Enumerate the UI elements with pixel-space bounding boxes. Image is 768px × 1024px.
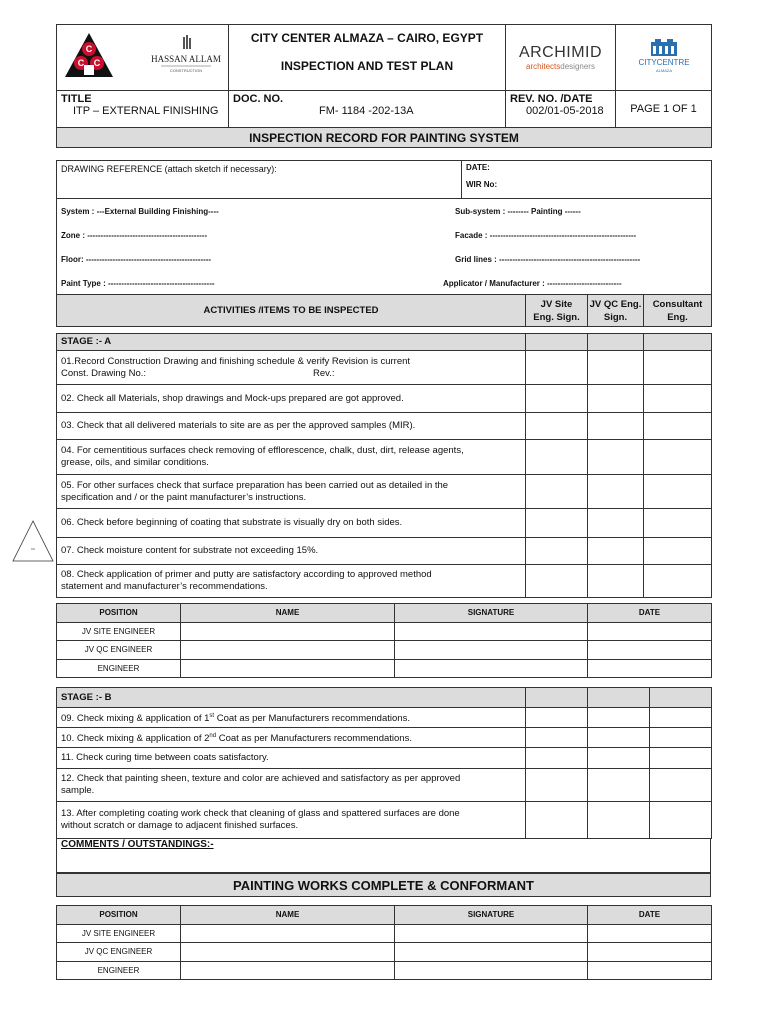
sign-cell[interactable] — [588, 769, 650, 802]
comments-field[interactable]: COMMENTS / OUTSTANDINGS:- — [56, 838, 711, 873]
sign-cell[interactable] — [588, 413, 644, 440]
sign-cell[interactable] — [588, 385, 644, 413]
sign-cell[interactable] — [526, 440, 588, 475]
consultant-heading: Consultant Eng. — [644, 295, 712, 327]
sign-cell[interactable] — [526, 475, 588, 509]
sign-cell[interactable] — [650, 708, 712, 728]
header-table — [56, 24, 712, 148]
name-input[interactable] — [181, 961, 395, 980]
sign-cell[interactable] — [644, 475, 712, 509]
sign-cell[interactable] — [526, 385, 588, 413]
rev-value: 002/01-05-2018 — [526, 105, 604, 117]
stage-b-table — [56, 687, 712, 839]
name-heading: NAME — [181, 906, 395, 925]
sign-cell[interactable] — [526, 413, 588, 440]
activities-heading: ACTIVITIES /ITEMS TO BE INSPECTED — [57, 295, 526, 327]
svg-text:ALMAZA: ALMAZA — [655, 68, 672, 73]
sign-cell[interactable] — [650, 769, 712, 802]
sign-cell[interactable] — [644, 440, 712, 475]
sign-cell[interactable] — [650, 728, 712, 748]
sign-cell[interactable] — [526, 509, 588, 538]
signature-input[interactable] — [395, 961, 588, 980]
date-heading: DATE — [588, 604, 712, 623]
table-row: 11. Check curing time between coats satisfactory. — [57, 748, 712, 769]
sign-cell[interactable] — [644, 538, 712, 565]
table-row: 06. Check before beginning of coating that substrate is visually dry on both sides. — [57, 509, 712, 538]
sign-cell[interactable] — [644, 385, 712, 413]
svg-text:C: C — [85, 44, 93, 54]
table-row: 05. For other surfaces check that surface preparation has been carried out as detailed in the specification and / or the paint manufacturer’s instructions. — [57, 475, 712, 509]
sign-cell[interactable] — [526, 565, 588, 598]
date-input[interactable] — [588, 641, 712, 660]
completion-banner: PAINTING WORKS COMPLETE & CONFORMANT — [56, 873, 711, 897]
facade-field[interactable]: Facade : ------------------------------------------------------- — [455, 230, 637, 240]
table-row: ENGINEER — [57, 961, 712, 980]
plan-title: INSPECTION AND TEST PLAN — [280, 59, 454, 73]
table-row: 08. Check application of primer and putty are satisfactory according to approved method statement and manufacturer’s recommendations. — [57, 565, 712, 598]
table-row: 07. Check moisture content for substrate not exceeding 15%. — [57, 538, 712, 565]
table-row: 10. Check mixing & application of 2nd Coat as per Manufacturers recommendations. — [57, 728, 712, 748]
rev-label: REV. NO. /DATE — [510, 93, 593, 105]
name-input[interactable] — [181, 924, 395, 943]
record-title: INSPECTION RECORD FOR PAINTING SYSTEM — [57, 128, 712, 148]
signature-input[interactable] — [395, 924, 588, 943]
stage-b-label: STAGE :- B — [57, 688, 526, 708]
name-input[interactable] — [181, 659, 395, 678]
citycentre-logo-icon — [617, 36, 711, 76]
sign-cell[interactable] — [526, 538, 588, 565]
doc-value: FM- 1184 -202-13A — [319, 105, 414, 117]
hassan-allam-logo-icon — [183, 35, 191, 49]
sign-cell[interactable] — [588, 748, 650, 769]
signature-input[interactable] — [395, 659, 588, 678]
jv-site-sign-heading: JV Site Eng. Sign. — [526, 295, 588, 327]
name-input[interactable] — [181, 641, 395, 660]
jv-qc-sign-heading: JV QC Eng. Sign. — [588, 295, 644, 327]
table-row: 01.Record Construction Drawing and finishing schedule & verify Revision is current Const. Drawing No.: Rev.: — [57, 351, 712, 385]
ccc-logo-icon — [65, 33, 113, 77]
signature-input[interactable] — [395, 622, 588, 641]
date-input[interactable] — [588, 943, 712, 962]
signature-heading: SIGNATURE — [395, 604, 588, 623]
svg-text:C: C — [93, 58, 101, 68]
sign-cell[interactable] — [650, 748, 712, 769]
name-input[interactable] — [181, 943, 395, 962]
paint-type-field[interactable]: Paint Type : ---------------------------------------- — [61, 278, 215, 288]
sign-cell[interactable] — [588, 708, 650, 728]
signature-input[interactable] — [395, 641, 588, 660]
floor-field[interactable]: Floor: ----------------------------------------------- — [61, 254, 212, 264]
sign-cell[interactable] — [650, 802, 712, 839]
table-row: JV SITE ENGINEER — [57, 924, 712, 943]
signature-table-2 — [56, 905, 712, 980]
date-input[interactable] — [588, 961, 712, 980]
sign-cell[interactable] — [588, 351, 644, 385]
project-name: CITY CENTER ALMAZA – CAIRO, EGYPT — [250, 31, 484, 45]
date-field[interactable]: DATE: — [466, 163, 490, 172]
title-label: TITLE — [61, 93, 92, 105]
system-field[interactable]: System : ---External Building Finishing---- — [61, 206, 219, 216]
name-input[interactable] — [181, 622, 395, 641]
name-heading: NAME — [181, 604, 395, 623]
table-row: 13. After completing coating work check that cleaning of glass and spattered surfaces are done without scratch or damage to adjacent finished surfaces. — [57, 802, 712, 839]
sign-cell[interactable] — [644, 351, 712, 385]
grid-lines-field[interactable]: Grid lines : ----------------------------------------------------- — [455, 254, 641, 264]
reference-table — [56, 160, 712, 296]
sign-cell[interactable] — [526, 708, 588, 728]
svg-text:HASSAN ALLAM: HASSAN ALLAM — [151, 54, 221, 64]
date-input[interactable] — [588, 622, 712, 641]
sign-cell[interactable] — [526, 351, 588, 385]
date-input[interactable] — [588, 924, 712, 943]
wir-field[interactable]: WIR No: — [466, 180, 498, 189]
sign-cell[interactable] — [526, 802, 588, 839]
sign-cell[interactable] — [526, 728, 588, 748]
table-row: JV QC ENGINEER — [57, 641, 712, 660]
position-heading: POSITION — [57, 604, 181, 623]
table-row: JV QC ENGINEER — [57, 943, 712, 962]
title-value: ITP – EXTERNAL FINISHING — [73, 105, 219, 117]
revision-triangle-icon — [12, 520, 54, 564]
sign-cell[interactable] — [588, 538, 644, 565]
activities-header — [56, 294, 712, 327]
date-input[interactable] — [588, 659, 712, 678]
table-row: ENGINEER — [57, 659, 712, 678]
svg-text:CONSTRUCTION: CONSTRUCTION — [169, 68, 203, 73]
sign-cell[interactable] — [588, 440, 644, 475]
sign-cell[interactable] — [588, 802, 650, 839]
sign-cell[interactable] — [526, 769, 588, 802]
archimid-logo: ARCHIMID architectsdesigners — [506, 25, 616, 91]
sign-cell[interactable] — [588, 565, 644, 598]
table-row: 02. Check all Materials, shop drawings and Mock-ups prepared are got approved. — [57, 385, 712, 413]
applicator-field[interactable]: Applicator / Manufacturer : ---------------------------- — [443, 278, 622, 288]
signature-heading: SIGNATURE — [395, 906, 588, 925]
sign-cell[interactable] — [588, 509, 644, 538]
sign-cell[interactable] — [588, 475, 644, 509]
svg-text:CITYCENTRE: CITYCENTRE — [637, 58, 690, 67]
table-row: 09. Check mixing & application of 1st Coat as per Manufacturers recommendations. — [57, 708, 712, 728]
signature-table-1 — [56, 603, 712, 678]
table-row: JV SITE ENGINEER — [57, 622, 712, 641]
signature-input[interactable] — [395, 943, 588, 962]
drawing-reference-field[interactable]: DRAWING REFERENCE (attach sketch if necessary): — [57, 161, 462, 199]
company-logo — [57, 25, 229, 91]
stage-a-table — [56, 333, 712, 598]
doc-label: DOC. NO. — [233, 93, 284, 105]
sign-cell[interactable] — [526, 748, 588, 769]
sign-cell[interactable] — [588, 728, 650, 748]
table-row: 12. Check that painting sheen, texture and color are achieved and satisfactory as per approved sample. — [57, 769, 712, 802]
date-heading: DATE — [588, 906, 712, 925]
subsystem-field[interactable]: Sub-system : -------- Painting ------ — [455, 206, 581, 216]
stage-a-label: STAGE :- A — [57, 334, 526, 351]
zone-field[interactable]: Zone : --------------------------------------------- — [61, 230, 208, 240]
sign-cell[interactable] — [644, 413, 712, 440]
position-heading: POSITION — [57, 906, 181, 925]
citycentre-logo — [616, 25, 712, 91]
page-number: PAGE 1 OF 1 — [616, 91, 712, 128]
table-row: 04. For cementitious surfaces check removing of efflorescence, chalk, dust, dirt, release agents, grease, oils, and similar conditions. — [57, 440, 712, 475]
sign-cell[interactable] — [644, 509, 712, 538]
table-row: 03. Check that all delivered materials to site are as per the approved samples (MIR). — [57, 413, 712, 440]
svg-text:C: C — [77, 58, 85, 68]
sign-cell[interactable] — [644, 565, 712, 598]
